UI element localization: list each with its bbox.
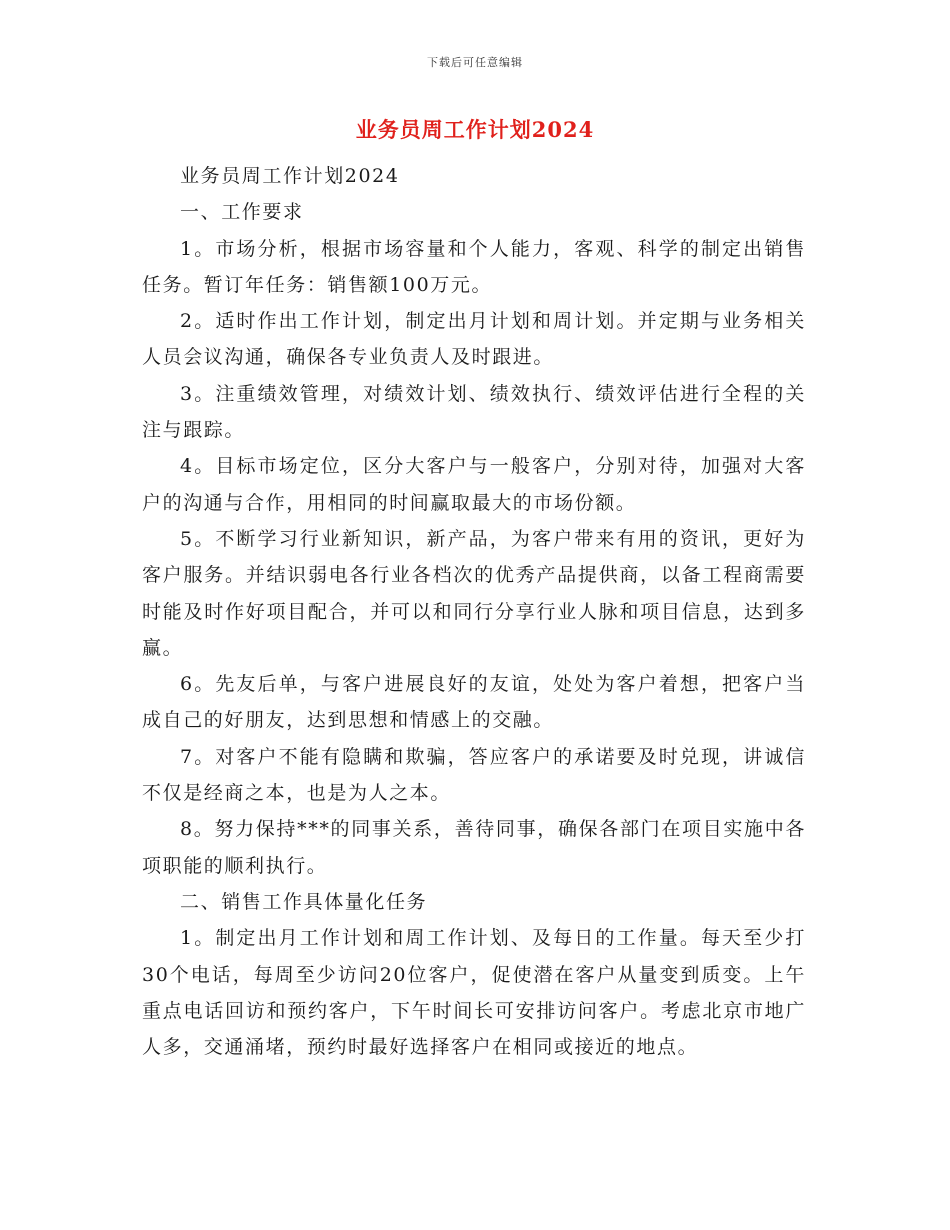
body-paragraph: 4。目标市场定位，区分大客户与一般客户，分别对待，加强对大客户的沟通与合作，用相同的时间赢取最大的市场份额。 xyxy=(142,455,806,514)
body-paragraph: 1。市场分析，根据市场容量和个人能力，客观、科学的制定出销售任务。暂订年任务：销售额100万元。 xyxy=(142,237,806,296)
document-title: 业务员周工作计划2024 xyxy=(355,117,595,142)
body-paragraph: 8。努力保持***的同事关系，善待同事，确保各部门在项目实施中各项职能的顺利执行。 xyxy=(142,818,806,877)
body-paragraph: 1。制定出月工作计划和周工作计划、及每日的工作量。每天至少打30个电话，每周至少访问20位客户，促使潜在客户从量变到质变。上午重点电话回访和预约客户，下午时间长可安排访问客户。考虑北京市地广人多，交通涌堵，预约时最好选择客户在相同或接近的地点。 xyxy=(142,927,806,1059)
section-heading-requirements: 一、工作要求 xyxy=(180,201,304,224)
subtitle-paragraph: 业务员周工作计划2024 xyxy=(180,165,400,187)
body-paragraph: 3。注重绩效管理，对绩效计划、绩效执行、绩效评估进行全程的关注与跟踪。 xyxy=(142,382,806,442)
body-paragraph: 6。先友后单，与客户进展良好的友谊，处处为客户着想，把客户当成自己的好朋友，达到思想和情感上的交融。 xyxy=(142,673,806,732)
header-note: 下载后可任意编辑 xyxy=(427,56,523,69)
document-body xyxy=(142,158,806,1065)
body-paragraph: 2。适时作出工作计划，制定出月计划和周计划。并定期与业务相关人员会议沟通，确保各专业负责人及时跟进。 xyxy=(142,310,806,369)
body-paragraph: 7。对客户不能有隐瞒和欺骗，答应客户的承诺要及时兑现，讲诚信不仅是经商之本，也是为人之本。 xyxy=(142,745,806,805)
section-heading-sales-tasks: 二、销售工作具体量化任务 xyxy=(180,890,428,913)
body-paragraph: 5。不断学习行业新知识，新产品，为客户带来有用的资讯，更好为客户服务。并结识弱电各行业各档次的优秀产品提供商，以备工程商需要时能及时作好项目配合，并可以和同行分享行业人脉和项目信息，达到多赢。 xyxy=(142,527,806,659)
